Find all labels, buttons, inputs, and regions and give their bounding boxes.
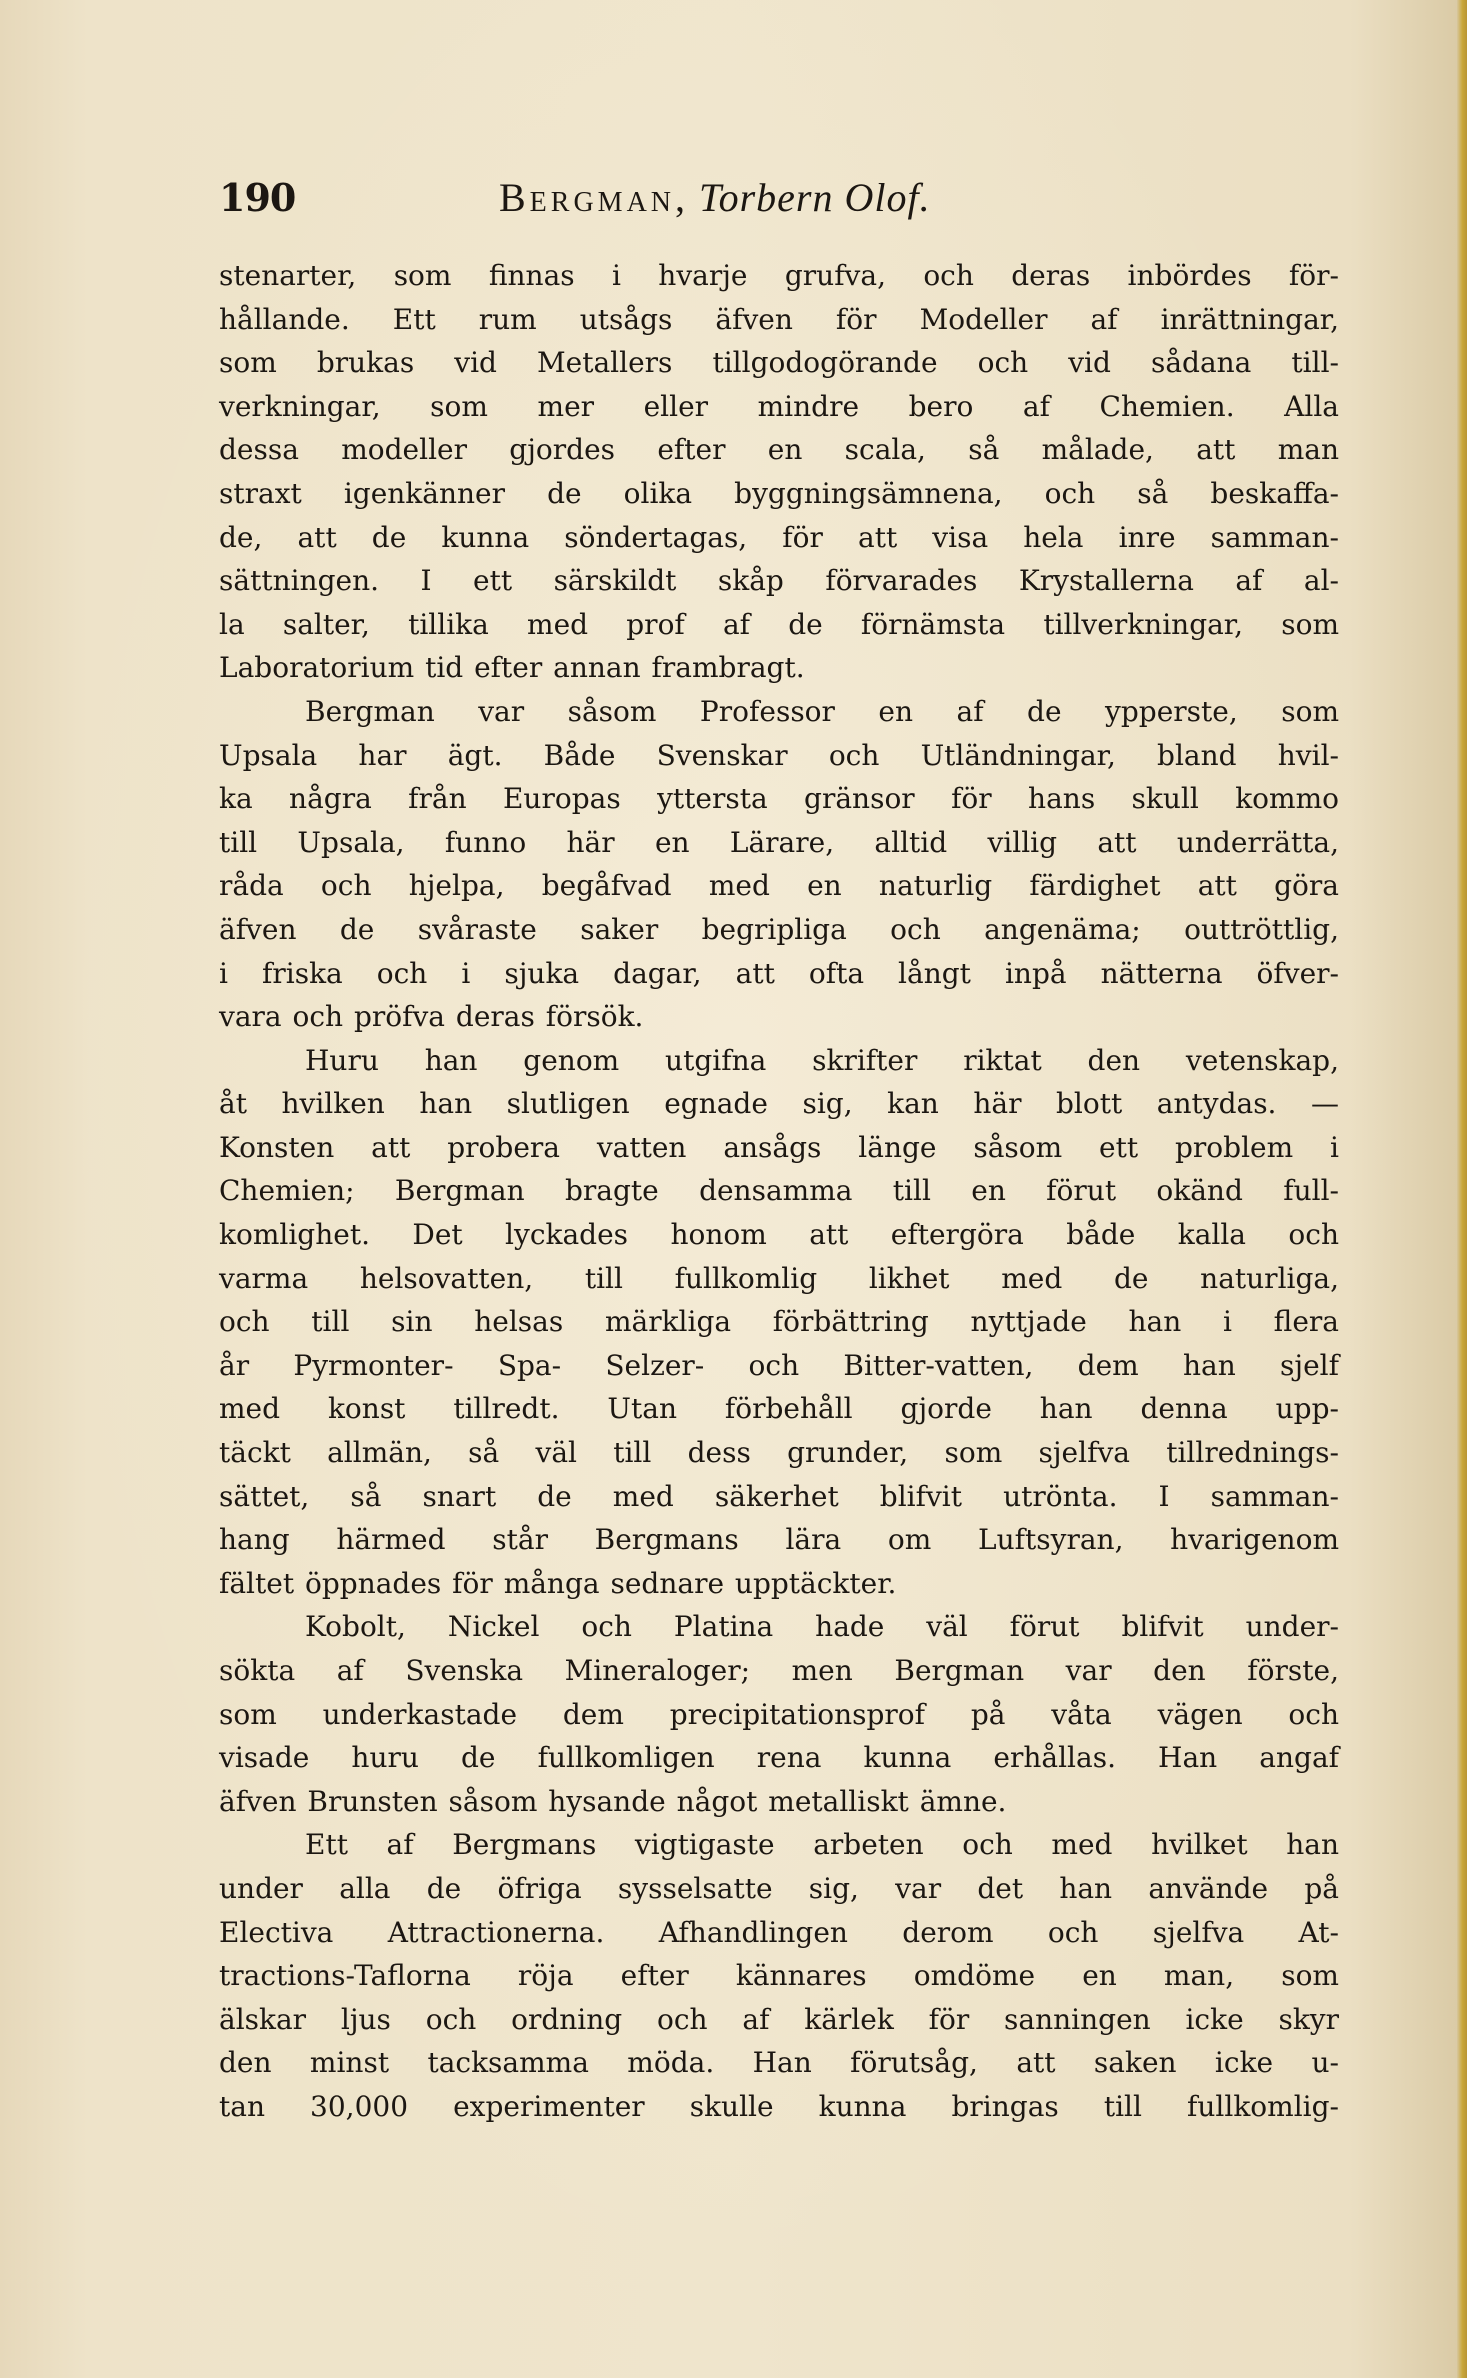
text-line: som brukas vid Metallers tillgodogörande och vid sådana till- (219, 346, 1339, 380)
text-line: åt hvilken han slutligen egnade sig, kan här blott antydas. — (219, 1087, 1339, 1121)
text-line: älskar ljus och ordning och af kärlek för sanningen icke skyr (219, 2002, 1339, 2036)
text-line: fältet öppnades för många sednare upptäckter. (219, 1566, 897, 1600)
page-header (219, 175, 1327, 235)
text-line: och till sin helsas märkliga förbättring nyttjade han i flera (219, 1305, 1339, 1339)
page-number: 190 (219, 175, 296, 220)
text-line: äfven de svåraste saker begripliga och angenäma; outtröttlig, (219, 912, 1339, 946)
text-line: tan 30,000 experimenter skulle kunna bringas till fullkomlig- (219, 2089, 1339, 2123)
text-line: varma helsovatten, till fullkomlig likhet med de naturliga, (219, 1261, 1339, 1295)
paragraph-first-line: Kobolt, Nickel och Platina hade väl förut blifvit under- (305, 1610, 1339, 1644)
paragraph-first-line: Huru han genom utgifna skrifter riktat den vetenskap, (305, 1043, 1339, 1077)
text-line: till Upsala, funno här en Lärare, alltid villig att underrätta, (219, 825, 1339, 859)
text-line: stenarter, som finnas i hvarje grufva, och deras inbördes för- (219, 259, 1339, 292)
text-line: komlighet. Det lyckades honom att eftergöra både kalla och (219, 1218, 1339, 1252)
text-line: råda och hjelpa, begåfvad med en naturlig färdighet att göra (219, 869, 1339, 903)
text-line: under alla de öfriga sysselsatte sig, var det han använde på (219, 1871, 1339, 1905)
text-line: Electiva Attractionerna. Afhandlingen derom och sjelfva At- (219, 1915, 1339, 1949)
text-line: visade huru de fullkomligen rena kunna erhållas. Han angaf (219, 1741, 1339, 1775)
running-head-given-names: Torbern Olof. (699, 175, 931, 220)
text-line: i friska och i sjuka dagar, att ofta långt inpå nätterna öfver- (219, 956, 1339, 990)
text-line: med konst tillredt. Utan förbehåll gjorde han denna upp- (219, 1392, 1339, 1426)
text-line: år Pyrmonter- Spa- Selzer- och Bitter-vatten, dem han sjelf (219, 1348, 1339, 1382)
text-line: hållande. Ett rum utsågs äfven för Modeller af inrättningar, (219, 302, 1339, 336)
text-line: de, att de kunna söndertagas, för att visa hela inre samman- (219, 520, 1339, 554)
text-line: la salter, tillika med prof af de förnämsta tillverkningar, som (219, 607, 1339, 641)
text-line: dessa modeller gjordes efter en scala, så målade, att man (219, 433, 1339, 467)
text-line: Chemien; Bergman bragte densamma till en förut okänd full- (219, 1174, 1339, 1208)
text-line: Laboratorium tid efter annan frambragt. (219, 651, 805, 685)
text-line: den minst tacksamma möda. Han förutsåg, att saken icke u- (219, 2046, 1339, 2080)
running-head (499, 175, 931, 221)
text-line: sättningen. I ett särskildt skåp förvarades Krystallerna af al- (219, 564, 1339, 598)
text-line: äfven Brunsten såsom hysande något metalliskt ämne. (219, 1784, 1007, 1818)
text-line: Upsala har ägt. Både Svenskar och Utländningar, bland hvil- (219, 738, 1339, 772)
body-text (219, 254, 1339, 2129)
text-line: Konsten att probera vatten ansågs länge såsom ett problem i (219, 1130, 1339, 1164)
text-line: ka några från Europas yttersta gränsor för hans skull kommo (219, 782, 1339, 816)
text-line: sättet, så snart de med säkerhet blifvit utrönta. I samman- (219, 1479, 1339, 1513)
text-line: som underkastade dem precipitationsprof på våta vägen och (219, 1697, 1339, 1731)
text-line: straxt igenkänner de olika byggningsämnena, och så beskaffa- (219, 476, 1339, 510)
text-line: vara och pröfva deras försök. (219, 1000, 644, 1034)
paragraph-first-line: Bergman var såsom Professor en af de ypperste, som (305, 694, 1339, 728)
text-line: täckt allmän, så väl till dess grunder, som sjelfva tillrednings- (219, 1436, 1339, 1470)
text-line: sökta af Svenska Mineraloger; men Bergman var den förste, (219, 1654, 1339, 1687)
text-line: tractions-Taflorna röja efter kännares omdöme en man, som (219, 1959, 1339, 1993)
paragraph-first-line: Ett af Bergmans vigtigaste arbeten och med hvilket han (305, 1828, 1339, 1862)
text-line: verkningar, som mer eller mindre bero af Chemien. Alla (219, 389, 1339, 423)
running-head-surname: Bergman, (499, 175, 690, 220)
text-line: hang härmed står Bergmans lära om Luftsyran, hvarigenom (219, 1523, 1339, 1557)
page-edge (1457, 0, 1467, 2378)
